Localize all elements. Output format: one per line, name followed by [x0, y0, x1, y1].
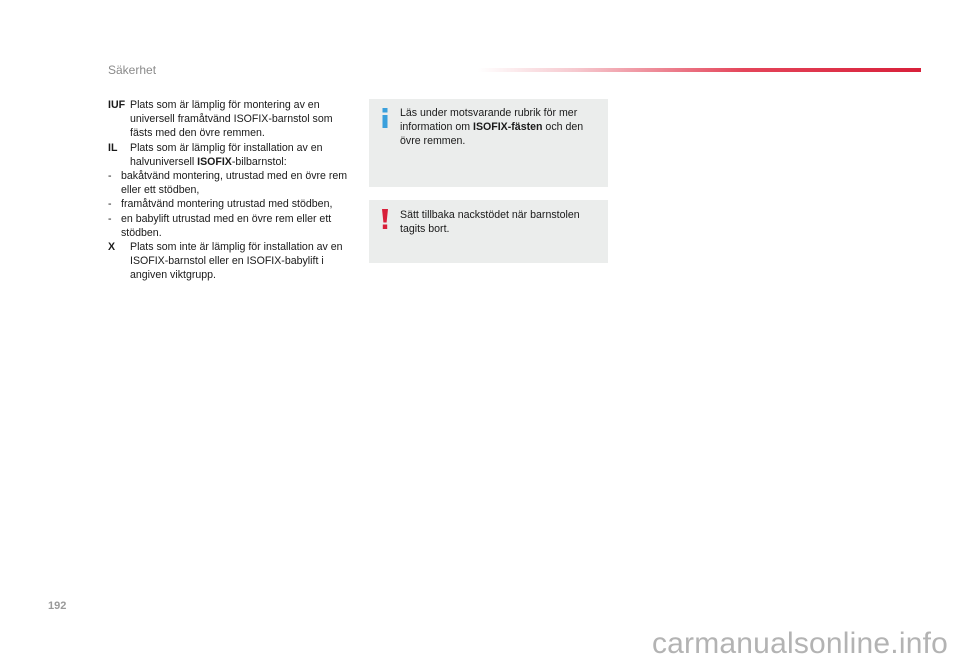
bullet-text: framåtvänd montering utrustad med stödben,	[121, 198, 333, 211]
info-box	[369, 99, 608, 187]
bullet-marker: -	[108, 212, 112, 225]
legend-entry-x	[108, 240, 353, 283]
info-text	[400, 106, 600, 149]
warning-text: Sätt tillbaka nackstödet när barnstolen tagits bort.	[400, 209, 580, 236]
legend-entry-il	[108, 141, 353, 169]
info-text-part: Läs under motsvarande rubrik för mer information om	[400, 107, 578, 134]
legend-code: IUF	[108, 99, 126, 111]
legend-column	[108, 98, 353, 283]
legend-code: X	[108, 241, 116, 254]
section-title: Säkerhet	[108, 63, 157, 77]
legend-entry-iuf	[108, 98, 353, 141]
legend-code: IL	[108, 141, 118, 154]
header-accent-bar	[478, 68, 921, 72]
bullet-marker: -	[108, 198, 112, 211]
legend-text: -bilbarnstol:	[231, 155, 287, 168]
legend-text: Plats som är lämplig för montering av en universell framåtvänd ISOFIX-barnstol som fästs med den övre remmen.	[130, 99, 333, 140]
warning-box	[369, 200, 608, 263]
info-icon	[380, 108, 390, 128]
list-item	[108, 197, 353, 211]
page-number: 192	[48, 600, 67, 612]
bullet-text: bakåtvänd montering, utrustad med en övre rem eller ett stödben,	[121, 170, 348, 197]
bullet-text: en babylift utrustad med en övre rem eller ett stödben.	[121, 212, 332, 239]
bullet-marker: -	[108, 170, 112, 183]
legend-text: Plats som inte är lämplig för installation av en ISOFIX-barnstol eller en ISOFIX-babylift i angiven viktgrupp.	[130, 241, 343, 282]
exclamation-icon	[380, 209, 390, 229]
legend-body	[130, 141, 353, 169]
il-bullet-list	[108, 169, 353, 240]
legend-text-bold: ISOFIX	[197, 155, 232, 168]
info-text-bold: ISOFIX-fästen	[473, 121, 543, 134]
legend-text: Plats som är lämplig för installation av en halvuniversell	[130, 141, 323, 168]
list-item	[108, 169, 353, 197]
info-text-part: och den övre remmen.	[400, 121, 584, 148]
list-item	[108, 212, 353, 240]
watermark: carmanualsonline.info	[651, 627, 948, 660]
